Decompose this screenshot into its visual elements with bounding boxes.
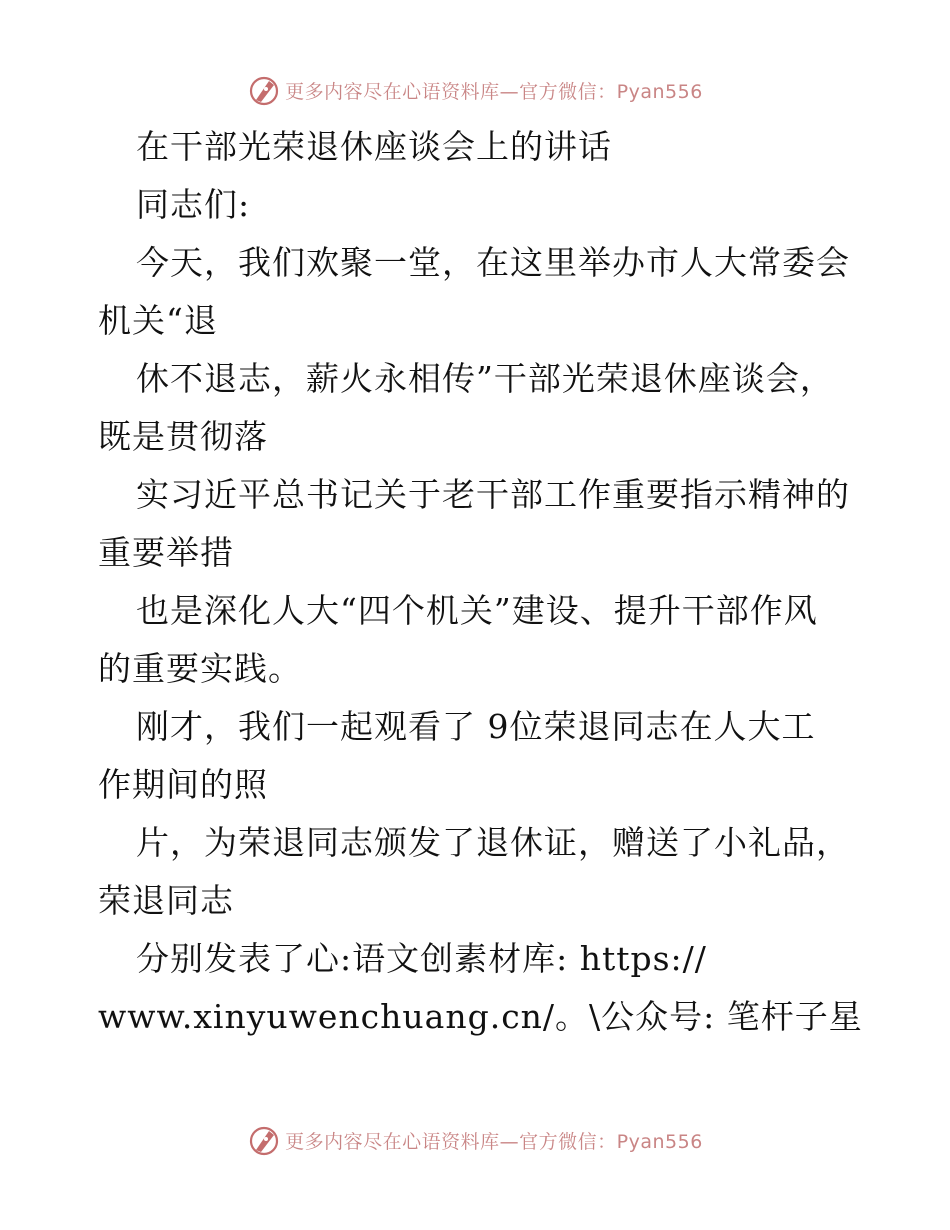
paragraph-line: 今天，我们欢聚一堂，在这里举办市人大常委会 — [136, 243, 850, 282]
paragraph-line: 重要举措 — [98, 533, 234, 572]
paragraph-line: 既是贯彻落 — [98, 417, 268, 456]
document-title: 在干部光荣退休座谈会上的讲话 — [136, 127, 612, 166]
paragraph-line: 片，为荣退同志颁发了退休证，赠送了小礼品， — [136, 823, 850, 862]
paragraph-line: 也是深化人大“四个机关”建设、提升干部作风 — [136, 591, 818, 630]
paragraph-line: 机关“退 — [98, 301, 218, 340]
header-banner — [0, 70, 950, 110]
pen-nib-logo-icon — [247, 1123, 281, 1157]
paragraph-line: 荣退同志 — [98, 881, 234, 920]
document-body — [98, 118, 868, 1046]
salutation: 同志们: — [136, 185, 251, 224]
paragraph-line: 的重要实践。 — [98, 649, 302, 688]
paragraph-line: 休不退志，薪火永相传”干部光荣退休座谈会， — [136, 359, 834, 398]
paragraph-line: 作期间的照 — [98, 765, 268, 804]
pen-nib-logo-icon — [247, 73, 281, 107]
paragraph-line: 分别发表了心:语文创素材库: https:// — [136, 939, 707, 978]
paragraph-line: 刚才，我们一起观看了 9位荣退同志在人大工 — [136, 707, 816, 746]
paragraph-line: 实习近平总书记关于老干部工作重要指示精神的 — [136, 475, 850, 514]
header-banner-text: 更多内容尽在心语资料库—官方微信：Pyan556 — [285, 80, 703, 103]
paragraph-line: www.xinyuwenchuang.cn/。\公众号: 笔杆子星 — [98, 997, 863, 1036]
footer-banner — [0, 1120, 950, 1160]
footer-banner-text: 更多内容尽在心语资料库—官方微信：Pyan556 — [285, 1130, 703, 1153]
